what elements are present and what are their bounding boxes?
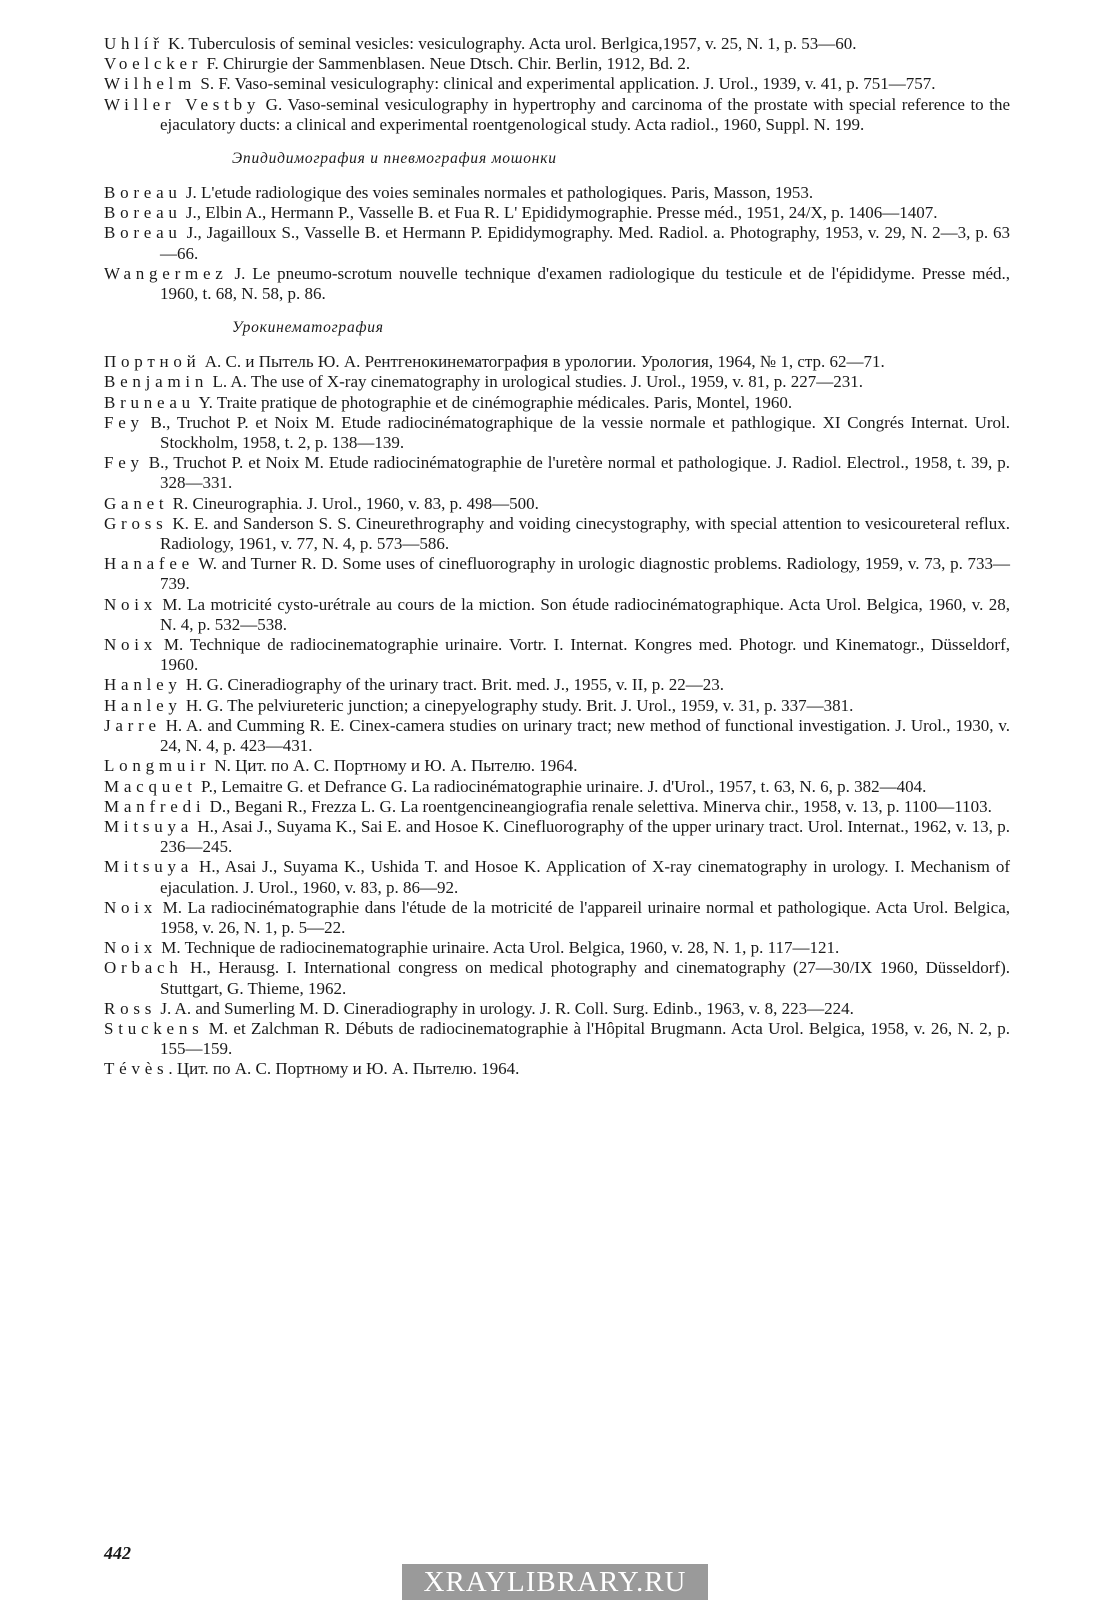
reference-author: Wangermez [104, 263, 228, 283]
reference-text: K. E. and Sanderson S. S. Cineurethrography and voiding cinecystography, with special attention to vesicoureteral reflux. Radiology, 1961, v. 77, N. 4, p. 573—586. [160, 513, 1010, 554]
reference-entry [104, 514, 1010, 554]
reference-author: Longmuir [104, 756, 211, 776]
reference-text: H. G. The pelviureteric junction; a cinepyelography study. Brit. J. Urol., 1959, v. 31, p. 337—381. [181, 695, 854, 715]
reference-author: Ross [104, 998, 157, 1018]
reference-author: Uhlíř [104, 34, 164, 53]
reference-author: Benjamin [104, 372, 209, 392]
reference-entry [104, 777, 1010, 797]
reference-author: Tévès [104, 1059, 169, 1079]
reference-entry [104, 34, 1010, 54]
reference-entry [104, 393, 1010, 413]
reference-author: Noix [104, 897, 158, 917]
page-number: 442 [104, 1543, 131, 1563]
reference-text: M. Technique de radiocinematographie urinaire. Vortr. I. Internat. Kongres med. Photogr. und Kinematogr., Düsseldorf, 1960. [157, 635, 1010, 675]
reference-text: J., Elbin A., Hermann P., Vasselle B. et Fua R. L' Epididymographie. Presse méd., 1951, 24/X, p. 1406—1407. [181, 203, 938, 223]
reference-text: J., Jagailloux S., Vasselle B. et Hermann P. Epididymography. Med. Radiol. a. Photography, 1953, v. 29, N. 2—3, p. 63—66. [160, 223, 1010, 263]
reference-author: Mitsuya [104, 816, 194, 836]
reference-entry [104, 716, 1010, 756]
reference-author: Macquet [104, 776, 197, 796]
reference-text: M. et Zalchman R. Débuts de radiocinematographie à l'Hôpital Brugmann. Acta Urol. Belgica, 1958, v. 26, N. 2, p. 155—159. [160, 1018, 1010, 1059]
reference-author: Boreau [104, 203, 182, 223]
reference-author: Hanley [104, 695, 182, 715]
reference-text: D., Begani R., Frezza L. G. La roentgencineangiografia renale selettiva. Minerva chir., 1958, v. 13, p. 1100—1103. [205, 796, 992, 816]
reference-entry [104, 74, 1010, 94]
reference-author: Fey [104, 453, 144, 473]
reference-text: S. F. Vaso-seminal vesiculography: clinical and experimental application. J. Urol., 1939, v. 41, p. 751—757. [196, 74, 936, 94]
reference-entry [104, 203, 1010, 223]
reference-author: Orbach [104, 958, 183, 978]
reference-text: H., Asai J., Suyama K., Sai E. and Hosoe K. Cinefluorography of the upper urinary tract. Urol. Internat., 1962, v. 13, p. 236—245. [160, 816, 1010, 857]
reference-author: Ganet [104, 493, 169, 513]
reference-author: Hanafee [104, 554, 194, 574]
reference-entry [104, 554, 1010, 594]
reference-entry [104, 1059, 1010, 1079]
bibliography-group-epididymography [104, 183, 1010, 304]
reference-author: Willer Vestby [104, 94, 261, 114]
reference-entry [104, 595, 1010, 635]
reference-entry [104, 183, 1010, 203]
section-heading-urocinematography: Урокинематография [232, 319, 384, 337]
reference-entry [104, 264, 1010, 304]
bibliography-group-vesiculography [104, 34, 1010, 135]
reference-text: R. Cineurographia. J. Urol., 1960, v. 83, p. 498—500. [168, 493, 539, 513]
reference-author: Портной [104, 352, 201, 372]
reference-author: Fey [104, 412, 144, 432]
reference-author: Bruneau [104, 392, 195, 412]
reference-entry [104, 696, 1010, 716]
reference-text: W. and Turner R. D. Some uses of cinefluorography in urologic diagnostic problems. Radiology, 1959, v. 73, p. 733—739. [160, 554, 1010, 594]
reference-author: Voelcker [104, 54, 203, 74]
reference-entry [104, 675, 1010, 695]
reference-text: H. G. Cineradiography of the urinary tract. Brit. med. J., 1955, v. II, p. 22—23. [181, 675, 724, 695]
reference-text: А. С. и Пытель Ю. А. Рентгенокинематография в урологии. Урология, 1964, № 1, стр. 62—71. [200, 352, 885, 372]
reference-entry [104, 817, 1010, 857]
reference-entry [104, 352, 1010, 372]
reference-entry [104, 413, 1010, 453]
reference-author: Noix [104, 938, 158, 958]
reference-text: J. A. and Sumerling M. D. Cineradiography in urology. J. R. Coll. Surg. Edinb., 1963, v. 8, 223—224. [156, 998, 854, 1018]
bibliography-group-urocinematography [104, 352, 1010, 1079]
reference-text: L. A. The use of X-ray cinematography in urological studies. J. Urol., 1959, v. 81, p. 227—231. [208, 372, 864, 392]
reference-entry [104, 756, 1010, 776]
reference-entry [104, 938, 1010, 958]
reference-author: Boreau [104, 223, 182, 243]
reference-entry [104, 999, 1010, 1019]
reference-text: H., Asai J., Suyama K., Ushida T. and Hosoe K. Application of X-ray cinematography in urology. I. Mechanism of ejaculation. J. Urol., 1960, v. 83, p. 86—92. [160, 857, 1010, 897]
reference-text: M. Technique de radiocinematographie urinaire. Acta Urol. Belgica, 1960, v. 28, N. 1, p. 117—121. [157, 938, 840, 958]
reference-text: N. Цит. по А. С. Портному и Ю. А. Пытелю. 1964. [210, 756, 578, 776]
reference-text: K. Tuberculosis of seminal vesicles: vesiculography. Acta urol. Berlgica,1957, v. 25, N. 1, p. 53—60. [163, 34, 857, 53]
reference-author: Hanley [104, 675, 182, 695]
reference-entry [104, 797, 1010, 817]
reference-text: H. A. and Cumming R. E. Cinex-camera studies on urinary tract; new method of functional investigation. J. Urol., 1930, v. 24, N. 4, p. 423—431. [160, 715, 1010, 756]
watermark-banner: XRAYLIBRARY.RU [402, 1564, 708, 1600]
reference-text: . Цит. по А. С. Портному и Ю. А. Пытелю. 1964. [168, 1059, 520, 1079]
reference-entry [104, 54, 1010, 74]
reference-text: Y. Traite pratique de photographie et de cinémographie médicales. Paris, Montel, 1960. [194, 392, 793, 412]
reference-entry [104, 372, 1010, 392]
reference-author: Manfredi [104, 796, 206, 816]
bibliography-page [104, 34, 1010, 1080]
reference-text: B., Truchot P. et Noix M. Etude radiocinématographie de l'uretère normal et pathologique. J. Radiol. Electrol., 1958, t. 39, p. 328—331. [143, 453, 1010, 493]
reference-text: H., Herausg. I. International congress on medical photography and cinematography (27—30/IX 1960, Düsseldorf). Stuttgart, G. Thieme, 1962. [160, 958, 1010, 998]
reference-author: Wilhelm [104, 74, 197, 94]
section-heading-epididymography: Эпидидимография и пневмография мошонки [232, 150, 557, 168]
reference-author: Noix [104, 594, 158, 614]
reference-text: G. Vaso-seminal vesiculography in hypertrophy and carcinoma of the prostate with special reference to the ejaculatory ducts: a clinical and experimental roentgenological study. Acta radiol., 1960, Suppl. N. 199. [160, 94, 1010, 134]
reference-entry [104, 1019, 1010, 1059]
reference-author: Boreau [104, 183, 182, 203]
reference-author: Noix [104, 635, 158, 655]
reference-text: M. La motricité cysto-urétrale au cours de la miction. Son étude radiocinématographique. Acta Urol. Belgica, 1960, v. 28, N. 4, p. 532—538. [157, 594, 1010, 634]
reference-text: F. Chirurgie der Sammenblasen. Neue Dtsch. Chir. Berlin, 1912, Bd. 2. [202, 54, 691, 74]
reference-text: P., Lemaitre G. et Defrance G. La radiocinématographie urinaire. J. d'Urol., 1957, t. 63, N. 6, p. 382—404. [196, 776, 927, 796]
reference-entry [104, 453, 1010, 493]
reference-text: J. Le pneumo-scrotum nouvelle technique d'examen radiologique du testicule et de l'épididyme. Presse méd., 1960, t. 68, N. 58, p. 86. [160, 263, 1010, 304]
reference-entry [104, 958, 1010, 998]
reference-entry [104, 494, 1010, 514]
reference-author: Stuckens [104, 1018, 204, 1038]
reference-author: Mitsuya [104, 857, 194, 877]
reference-entry [104, 857, 1010, 897]
reference-author: Jarre [104, 715, 161, 735]
reference-entry [104, 898, 1010, 938]
reference-author: Gross [104, 513, 168, 533]
reference-entry [104, 635, 1010, 675]
reference-entry [104, 95, 1010, 135]
reference-entry [104, 223, 1010, 263]
reference-text: B., Truchot P. et Noix M. Etude radiocinématographique de la vessie normale et pathlogique. XI Congrés Internat. Urol. Stockholm, 1958, t. 2, p. 138—139. [143, 412, 1010, 453]
reference-text: J. L'etude radiologique des voies seminales normales et pathologiques. Paris, Masson, 1953. [181, 183, 814, 203]
reference-text: M. La radiocinématographie dans l'étude de la motricité de l'appareil urinaire normal et pathologique. Acta Urol. Belgica, 1958, v. 26, N. 1, p. 5—22. [157, 897, 1010, 937]
